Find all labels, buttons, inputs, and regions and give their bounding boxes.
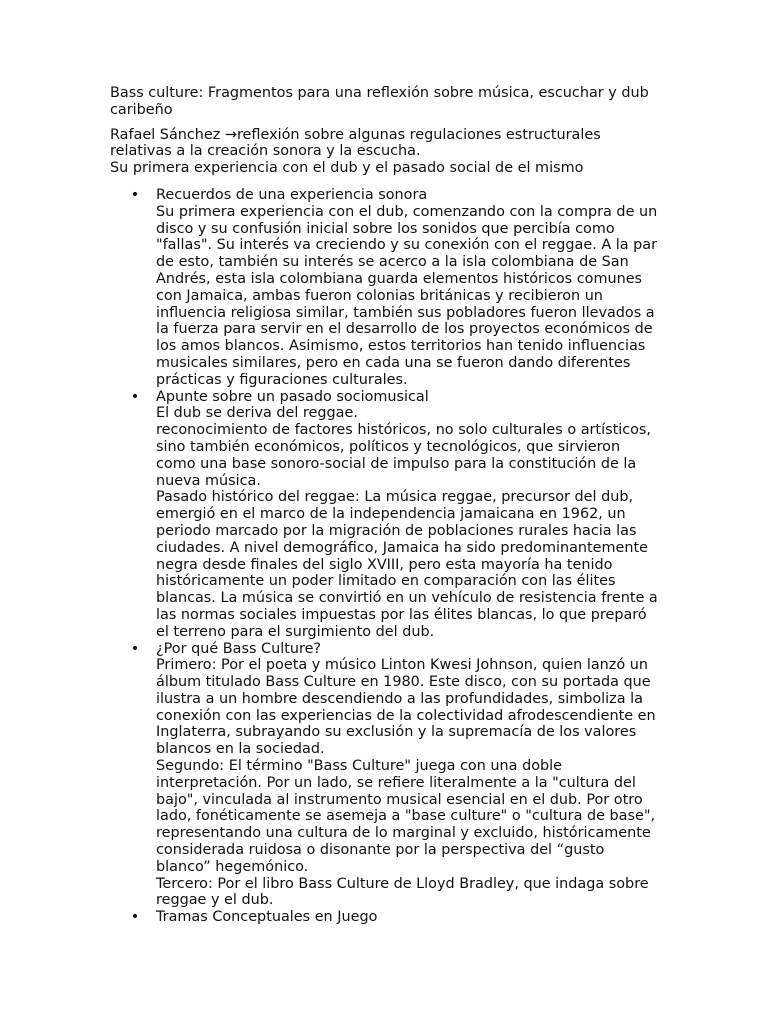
bullet-icon: • bbox=[130, 909, 140, 926]
list-item-paragraph: Su primera experiencia con el dub, comenzando con la compra de un disco y su confusión inicial sobre los sonidos que percibía como "fallas". Su interés va creciendo y su conexión con el reggae. A la par de esto, también su interés se acerco a la isla colombiana de San Andrés, esta isla colombiana guarda elementos históricos comunes con Jamaica, ambas fueron colonias británicas y recibieron un influencia religiosa similar, también sus pobladores fueron llevados a la fuerza para servir en el desarrollo de los proyectos económicos de los amos blancos. Asimismo, estos territorios han tenido influencias musicales similares, pero en cada una se fueron dando diferentes prácticas y figuraciones culturales. bbox=[156, 203, 658, 388]
list-item-paragraph: Segundo: El término "Bass Culture" juega con una doble interpretación. Por un lado, se refiere literalmente a la "cultura del bajo", vinculada al instrumento musical esencial en el dub. Por otro lado, fonéticamente se asemeja a "base culture" o "cultura de base", representando una cultura de lo marginal y excluido, históricamente considerada ruidosa o disonante por la perspectiva del “gusto blanco” hegemónico. bbox=[156, 758, 656, 875]
intro-line: relativas a la creación sonora y la escucha. bbox=[110, 143, 421, 160]
bullet-icon: • bbox=[130, 388, 140, 405]
list-item-paragraph: Tercero: Por el libro Bass Culture de Lloyd Bradley, que indaga sobre reggae y el dub. bbox=[156, 875, 649, 909]
list-item-paragraph: Pasado histórico del reggae: La música reggae, precursor del dub, emergió en el marco de la independencia jamaicana en 1962, un periodo marcado por la migración de poblaciones rurales hacia las ciudades. A nivel demográfico, Jamaica ha sido predominantemente negra desde finales del siglo XVIII, pero esta mayoría ha tenido históricamente un poder limitado en comparación con las élites blancas. La música se convirtió en un vehículo de resistencia frente a las normas sociales impuestas por las élites blancas, lo que preparó el terreno para el surgimiento del dub. bbox=[156, 489, 658, 640]
list-item-paragraph: El dub se deriva del reggae. bbox=[156, 405, 358, 422]
intro-line: Su primera experiencia con el dub y el pasado social de el mismo bbox=[110, 160, 584, 177]
list-item-apunte bbox=[110, 389, 661, 641]
document-title: Bass culture: Fragmentos para una reflexión sobre música, escuchar y dub caribeño bbox=[110, 85, 649, 118]
list-item-tramas bbox=[110, 909, 661, 926]
list-item-title: Recuerdos de una experiencia sonora bbox=[156, 186, 428, 203]
bullet-icon: • bbox=[130, 640, 140, 657]
intro-block bbox=[110, 127, 670, 177]
list-item-title: Apunte sobre un pasado sociomusical bbox=[156, 388, 429, 405]
outline-list bbox=[110, 187, 670, 926]
list-item-recuerdos bbox=[110, 187, 661, 389]
list-item-por-que bbox=[110, 641, 661, 910]
intro-line: Rafael Sánchez →reflexión sobre algunas regulaciones estructurales bbox=[110, 126, 601, 143]
list-item-title: Tramas Conceptuales en Juego bbox=[156, 909, 378, 926]
list-item-paragraph: reconocimiento de factores históricos, no solo culturales o artísticos, sino también económicos, políticos y tecnológicos, que sirvieron como una base sonoro-social de impulso para la constitución de la nueva música. bbox=[156, 422, 652, 489]
list-item-title: ¿Por qué Bass Culture? bbox=[156, 640, 322, 657]
list-item-paragraph: Primero: Por el poeta y músico Linton Kwesi Johnson, quien lanzó un álbum titulado Bass Culture en 1980. Este disco, con su portada que ilustra a un hombre descendiendo a las profundidades, simboliza la conexión con las experiencias de la colectividad afrodescendiente en Inglaterra, subrayando su exclusión y la supremacía de los valores blancos en la sociedad. bbox=[156, 657, 656, 758]
bullet-icon: • bbox=[130, 186, 140, 203]
document-page bbox=[110, 85, 670, 926]
